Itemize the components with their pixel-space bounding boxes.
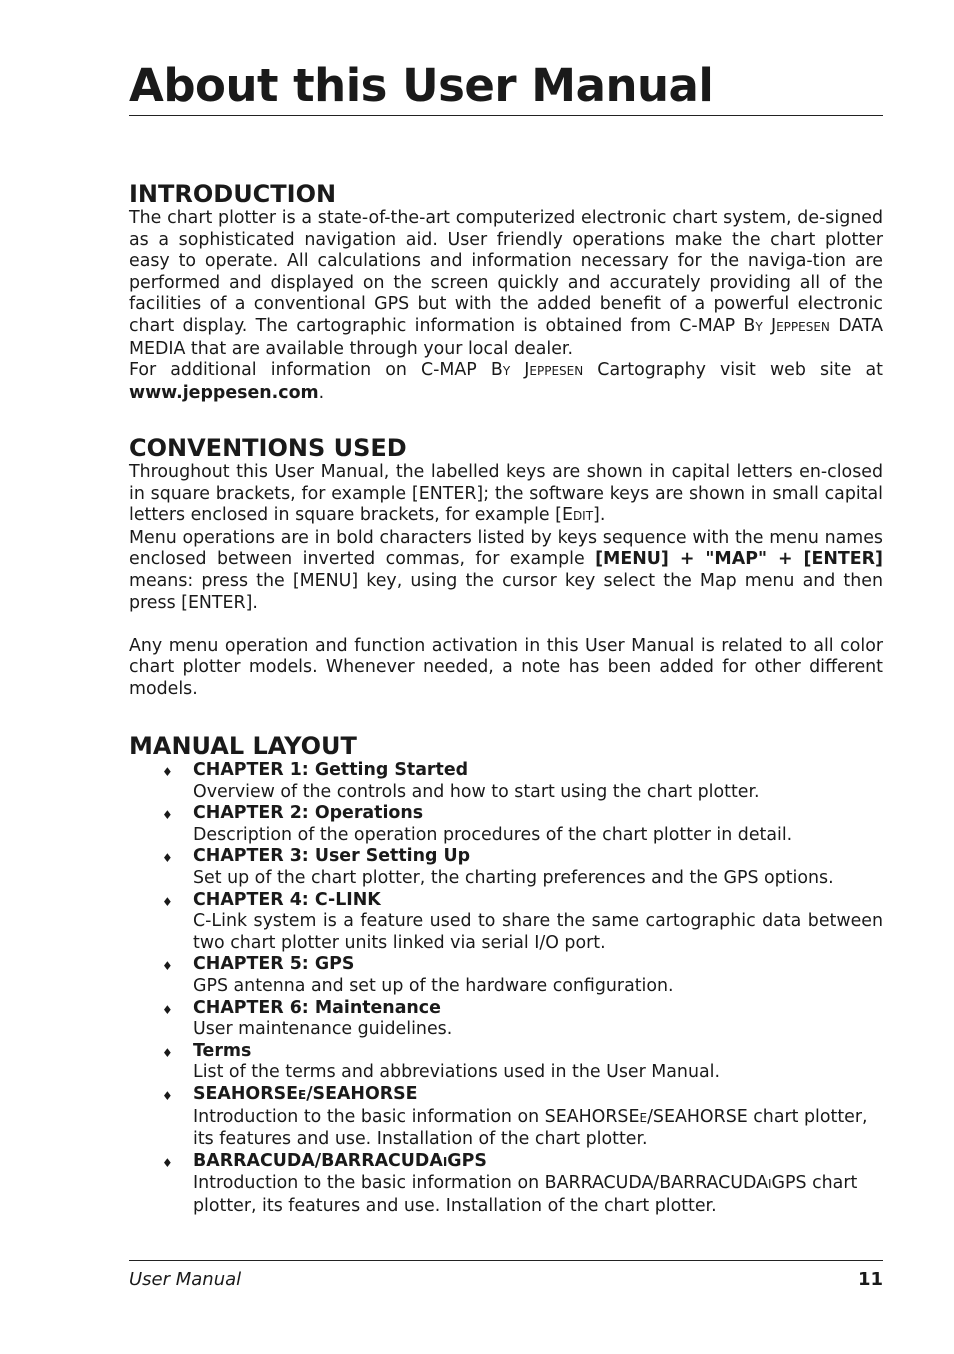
footer-divider: [129, 1260, 883, 1261]
list-item: [129, 998, 883, 1041]
chapter-title: CHAPTER 5: GPS: [193, 954, 355, 975]
bullet-icon: ♦: [162, 1155, 173, 1170]
chapter-title: CHAPTER 2: Operations: [193, 803, 424, 824]
jeppesen-website-link[interactable]: www.jeppesen.com: [129, 382, 319, 403]
chapter-description: List of the terms and abbreviations used in the User Manual.: [193, 1062, 720, 1083]
introduction-heading: INTRODUCTION: [129, 180, 337, 208]
page-number: 11: [857, 1269, 883, 1290]
chapter-description: GPS antenna and set up of the hardware configuration.: [193, 975, 674, 996]
conventions-paragraph-3: Any menu operation and function activation in this User Manual is related to all color chart plotter models. Whenever needed, a note has been added for other different models.: [129, 635, 883, 699]
list-item: [129, 890, 883, 955]
bullet-icon: ♦: [162, 894, 173, 909]
chapter-description: Set up of the chart plotter, the charting preferences and the GPS options.: [193, 867, 834, 888]
conventions-heading: CONVENTIONS USED: [129, 434, 407, 462]
manual-layout-section: [129, 732, 883, 1217]
list-item: [129, 1151, 883, 1218]
chapter-list: [129, 760, 883, 1217]
list-item: [129, 803, 883, 846]
bullet-icon: ♦: [162, 851, 173, 866]
bullet-icon: ♦: [162, 1088, 173, 1103]
chapter-title: Terms: [193, 1040, 252, 1061]
list-item: [129, 954, 883, 997]
introduction-paragraph-1: The chart plotter is a state-of-the-art computerized electronic chart system, de-signed as a sophisticated navigation aid. User friendly operations make the chart plotter easy to operate. All calculations and information necessary for the naviga-tion are performed and displayed on the screen quickly and accurately providing all of the facilities of a conventional GPS but with the added benefit of a powerful electronic chart display. The cartographic information is obtained from C-MAP BY JEPPESEN DATA MEDIA that are available through your local dealer.: [129, 208, 883, 359]
chapter-description: User maintenance guidelines.: [193, 1019, 453, 1040]
footer-manual-label: User Manual: [129, 1269, 242, 1290]
bullet-icon: ♦: [162, 959, 173, 974]
chapter-title: CHAPTER 4: C-LINK: [193, 889, 381, 910]
list-item: [129, 1084, 883, 1151]
chapter-title: SEAHORSEE/SEAHORSE: [193, 1083, 418, 1104]
introduction-paragraph-2: For additional information on C-MAP BY JEPPESEN Cartography visit web site at www.jeppesen.com.: [129, 360, 883, 403]
chapter-title: BARRACUDA/BARRACUDAIGPS: [193, 1150, 487, 1171]
title-divider: [129, 115, 883, 116]
conventions-paragraph-2: Menu operations are in bold characters listed by keys sequence with the menu names enclosed between inverted commas, for example [MENU] + "MAP" + [ENTER] means: press the [MENU] key, using the cursor key select the Map menu and then press [ENTER].: [129, 527, 883, 613]
bullet-icon: ♦: [162, 1045, 173, 1060]
bullet-icon: ♦: [162, 1002, 173, 1017]
chapter-description: C-Link system is a feature used to share the same cartographic data between two chart plotter units linked via serial I/O port.: [193, 911, 883, 953]
list-item: [129, 1041, 883, 1084]
list-item: [129, 760, 883, 803]
manual-layout-heading: MANUAL LAYOUT: [129, 732, 357, 760]
introduction-section: [129, 180, 883, 404]
chapter-description: Description of the operation procedures of the chart plotter in detail.: [193, 824, 793, 845]
conventions-paragraph-1: Throughout this User Manual, the labelled keys are shown in capital letters en-closed in square brackets, for example [ENTER]; the software keys are shown in small capital letters enclosed in square brackets, for example [EDIT].: [129, 462, 883, 526]
page-title: About this User Manual: [129, 59, 714, 112]
bullet-icon: ♦: [162, 808, 173, 823]
chapter-title: CHAPTER 3: User Setting Up: [193, 846, 471, 867]
list-item: [129, 846, 883, 889]
chapter-description: Introduction to the basic information on BARRACUDA/BARRACUDAIGPS chart plotter, its features and use. Installation of the chart plotter.: [193, 1173, 858, 1216]
chapter-title: CHAPTER 1: Getting Started: [193, 760, 469, 780]
chapter-title: CHAPTER 6: Maintenance: [193, 997, 441, 1018]
chapter-description: Introduction to the basic information on SEAHORSEE/SEAHORSE chart plotter, its features and use. Installation of the chart plotter.: [193, 1106, 868, 1150]
bullet-icon: ♦: [162, 765, 173, 779]
conventions-section: [129, 434, 883, 701]
chapter-description: Overview of the controls and how to start using the chart plotter.: [193, 781, 760, 802]
